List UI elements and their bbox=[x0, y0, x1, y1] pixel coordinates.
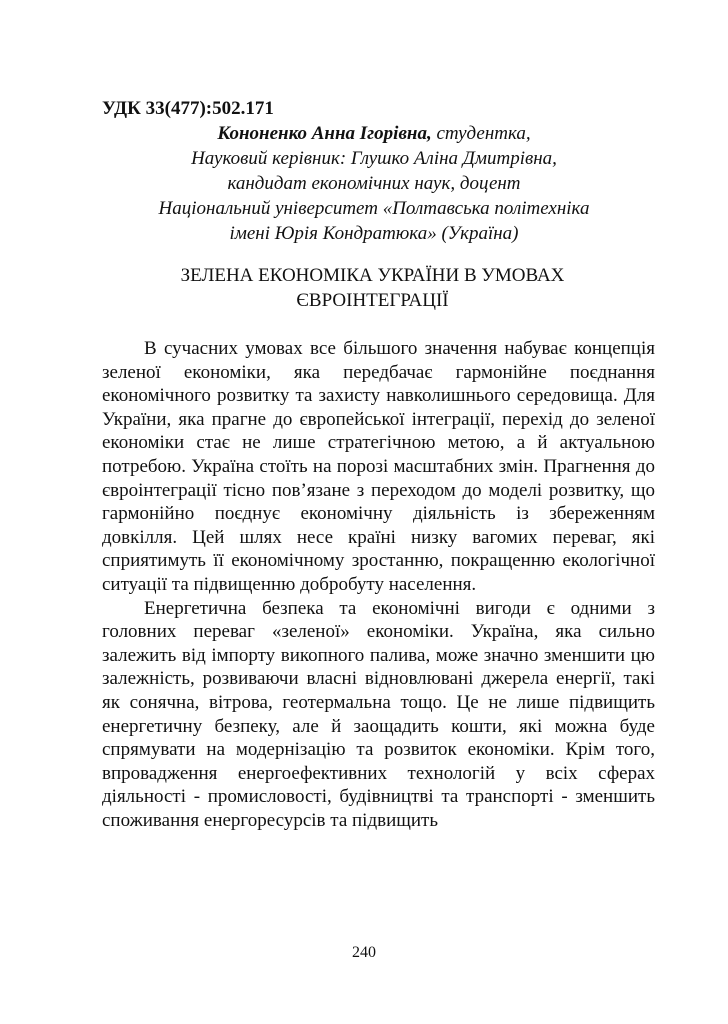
author-block bbox=[100, 121, 648, 246]
paragraph-1: В сучасних умовах все більшого значення набуває концепція зеленої економіки, яка передбачає гармонійне поєднання економічного розвитку та захисту навколишнього середовища. Для України, яка прагне до європейської інтеграції, перехід до зеленої економіки стає не лише стратегічною метою, а й актуальною потребою. Україна стоїть на порозі масштабних змін. Прагнення до євроінтеграції тісно пов’язане з переходом до моделі розвитку, що гармонійно поєднує економічну діяльність із збереженням довкілля. Цей шлях несе країні низку вагомих переваг, які сприятимуть її економічному зростанню, покращенню екологічної ситуації та підвищенню добробуту населення. bbox=[102, 338, 655, 595]
university-line-1: Національний університет «Полтавська політехніка bbox=[158, 198, 590, 219]
article-body bbox=[102, 337, 655, 832]
title-line-2: ЄВРОІНТЕГРАЦІЇ bbox=[296, 290, 449, 311]
author-line bbox=[100, 121, 648, 146]
university-line-2: імені Юрія Кондратюка» (Україна) bbox=[229, 223, 519, 244]
page-number: 240 bbox=[352, 944, 376, 961]
udc-code: УДК 33(477):502.171 bbox=[102, 98, 274, 119]
degree-line: кандидат економічних наук, доцент bbox=[227, 173, 521, 194]
title-line-1: ЗЕЛЕНА ЕКОНОМІКА УКРАЇНИ В УМОВАХ bbox=[180, 265, 565, 286]
article-title bbox=[100, 263, 645, 313]
author-name: Кононенко Анна Ігорівна, bbox=[217, 123, 432, 144]
author-role: студентка, bbox=[431, 123, 531, 144]
paragraph-2: Енергетична безпека та економічні вигоди є одними з головних переваг «зеленої» економіки. Україна, яка сильно залежить від імпорту викопного палива, може значно зменшити цю залежність, розвиваючи власні відновлювані джерела енергії, такі як сонячна, вітрова, геотермальна тощо. Це не лише підвищить енергетичну безпеку, але й заощадить кошти, які можна буде спрямувати на модернізацію та розвиток економіки. Крім того, впровадження енергоефективних технологій у всіх сферах діяльності - промисловості, будівництві та транспорті - зменшить споживання енергоресурсів та підвищить bbox=[102, 597, 655, 831]
supervisor-line: Науковий керівник: Глушко Аліна Дмитрівна, bbox=[191, 148, 557, 169]
